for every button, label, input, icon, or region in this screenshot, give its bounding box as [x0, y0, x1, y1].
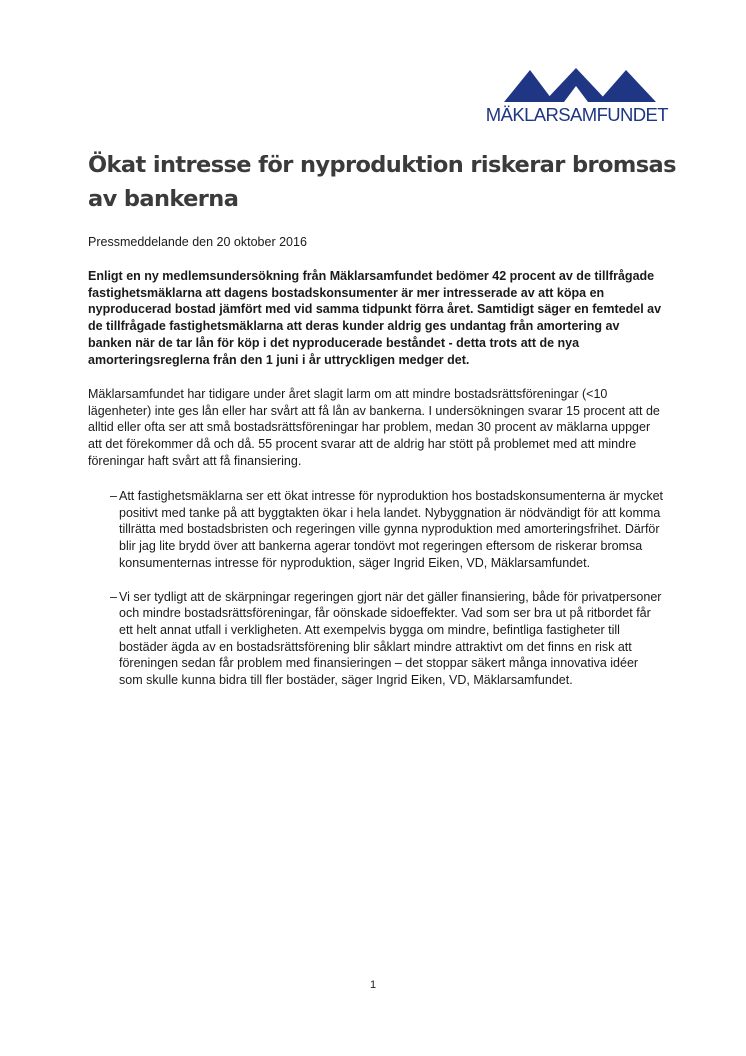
maklarsamfundet-logo	[484, 68, 668, 124]
quote-item	[88, 589, 664, 689]
quote-item	[88, 488, 664, 572]
quote-text: Att fastighetsmäklarna ser ett ökat intresse för nyproduktion hos bostadskonsumenterna är mycket positivt med tanke på att byggtakten ökar i hela landet. Nybyggnation är nödvändigt för att komma tillrätta med bostadsbristen och regeringen ville gynna nyproduktion med amorteringsfrihet. Därför blir jag lite brydd över att bankerna agerar tondövt mot regeringen eftersom de riskerar bromsa konsumenternas intresse för nyproduktion, säger Ingrid Eiken, VD, Mäklarsamfundet.	[119, 489, 664, 570]
logo-wordmark: MÄKLARSAMFUNDET	[485, 104, 668, 125]
quote-list	[88, 488, 664, 706]
press-release-date: Pressmeddelande den 20 oktober 2016	[88, 235, 307, 249]
lead-paragraph: Enligt en ny medlemsundersökning från Mäklarsamfundet bedömer 42 procent av de tillfrågade fastighetsmäklarna att dagens bostadskonsumenter är mer intresserade av att köpa en nyproducerad bostad jämfört med vid samma tidpunkt förra året. Samtidigt säger en femtedel av de tillfrågade fastighetsmäklarna att deras kunder aldrig ges undantag från amortering av banken när de tar lån för köp i det nyproducerade beståndet - detta trots att de nya amorteringsreglerna från den 1 juni i år uttryckligen medger det.	[88, 269, 662, 367]
body-paragraph: Mäklarsamfundet har tidigare under året slagit larm om att mindre bostadsrättsföreningar (<10 lägenheter) inte ges lån eller har svårt att få lån av bankerna. I undersökningen svarar 15 procent att de alltid eller ofta ser att små bostadsrättsföreningar har problem, medan 30 procent av mäklarna uppger att det förekommer då och då. 55 procent svarar att de aldrig har stött på problemet med att mindre föreningar haft svårt att få finansiering.	[88, 387, 660, 468]
dash-bullet: –	[110, 489, 117, 503]
quote-text: Vi ser tydligt att de skärpningar regeringen gjort när det gäller finansiering, både för privatpersoner och mindre bostadsrättsföreningar, får oönskade sidoeffekter. Vad som ser bra ut på ritbordet får ett helt annat utfall i verkligheten. Att exempelvis bygga om mindre, befintliga fastigheter till bostäder ägda av en bostadsrättsförening blir såklart mindre attraktivt om det finns en risk att föreningen sedan får problem med finansieringen – det stoppar säkert många innovativa idéer som skulle kunna bidra till fler bostäder, säger Ingrid Eiken, VD, Mäklarsamfundet.	[119, 589, 662, 688]
page-title: Ökat intresse för nyproduktion riskerar bromsas av bankerna	[88, 152, 676, 212]
page-number: 1	[369, 979, 377, 991]
dash-bullet: –	[110, 589, 117, 604]
roof-logo-icon	[504, 68, 668, 102]
